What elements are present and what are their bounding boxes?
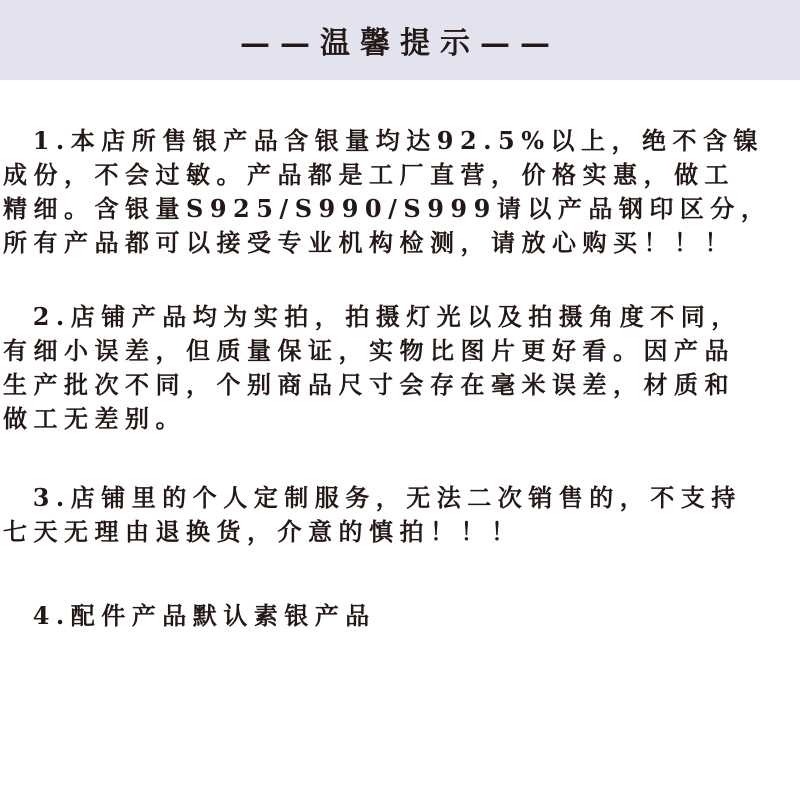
notice-line: 生产批次不同，个别商品尺寸会存在毫米误差，材质和 [3, 370, 735, 399]
header-banner [0, 0, 800, 80]
notice-paragraph-3 [3, 481, 800, 549]
notice-paragraph-1 [3, 124, 800, 260]
notice-line: 精细。含银量S925/S990/S999请以产品钢印区分， [3, 194, 772, 223]
notice-line: 2.店铺产品均为实拍，拍摄灯光以及拍摄角度不同， [3, 302, 742, 331]
notice-line: 4.配件产品默认素银产品 [3, 601, 376, 630]
notice-line: 1.本店所售银产品含银量均达92.5%以上，绝不含镍 [3, 126, 765, 155]
notice-line: 做工无差别。 [3, 404, 186, 433]
notice-paragraph-2 [3, 300, 800, 436]
page-title: ——温馨提示—— [240, 26, 560, 61]
notice-line: 有细小误差，但质量保证，实物比图片更好看。因产品 [3, 336, 735, 365]
notice-line: 成份，不会过敏。产品都是工厂直营，价格实惠，做工 [3, 160, 735, 189]
notice-paragraph-4 [3, 599, 800, 633]
notice-line: 3.店铺里的个人定制服务，无法二次销售的，不支持 [3, 483, 742, 512]
notice-line: 所有产品都可以接受专业机构检测，请放心购买！！！ [3, 228, 735, 257]
notice-line: 七天无理由退换货，介意的慎拍！！！ [3, 517, 522, 546]
